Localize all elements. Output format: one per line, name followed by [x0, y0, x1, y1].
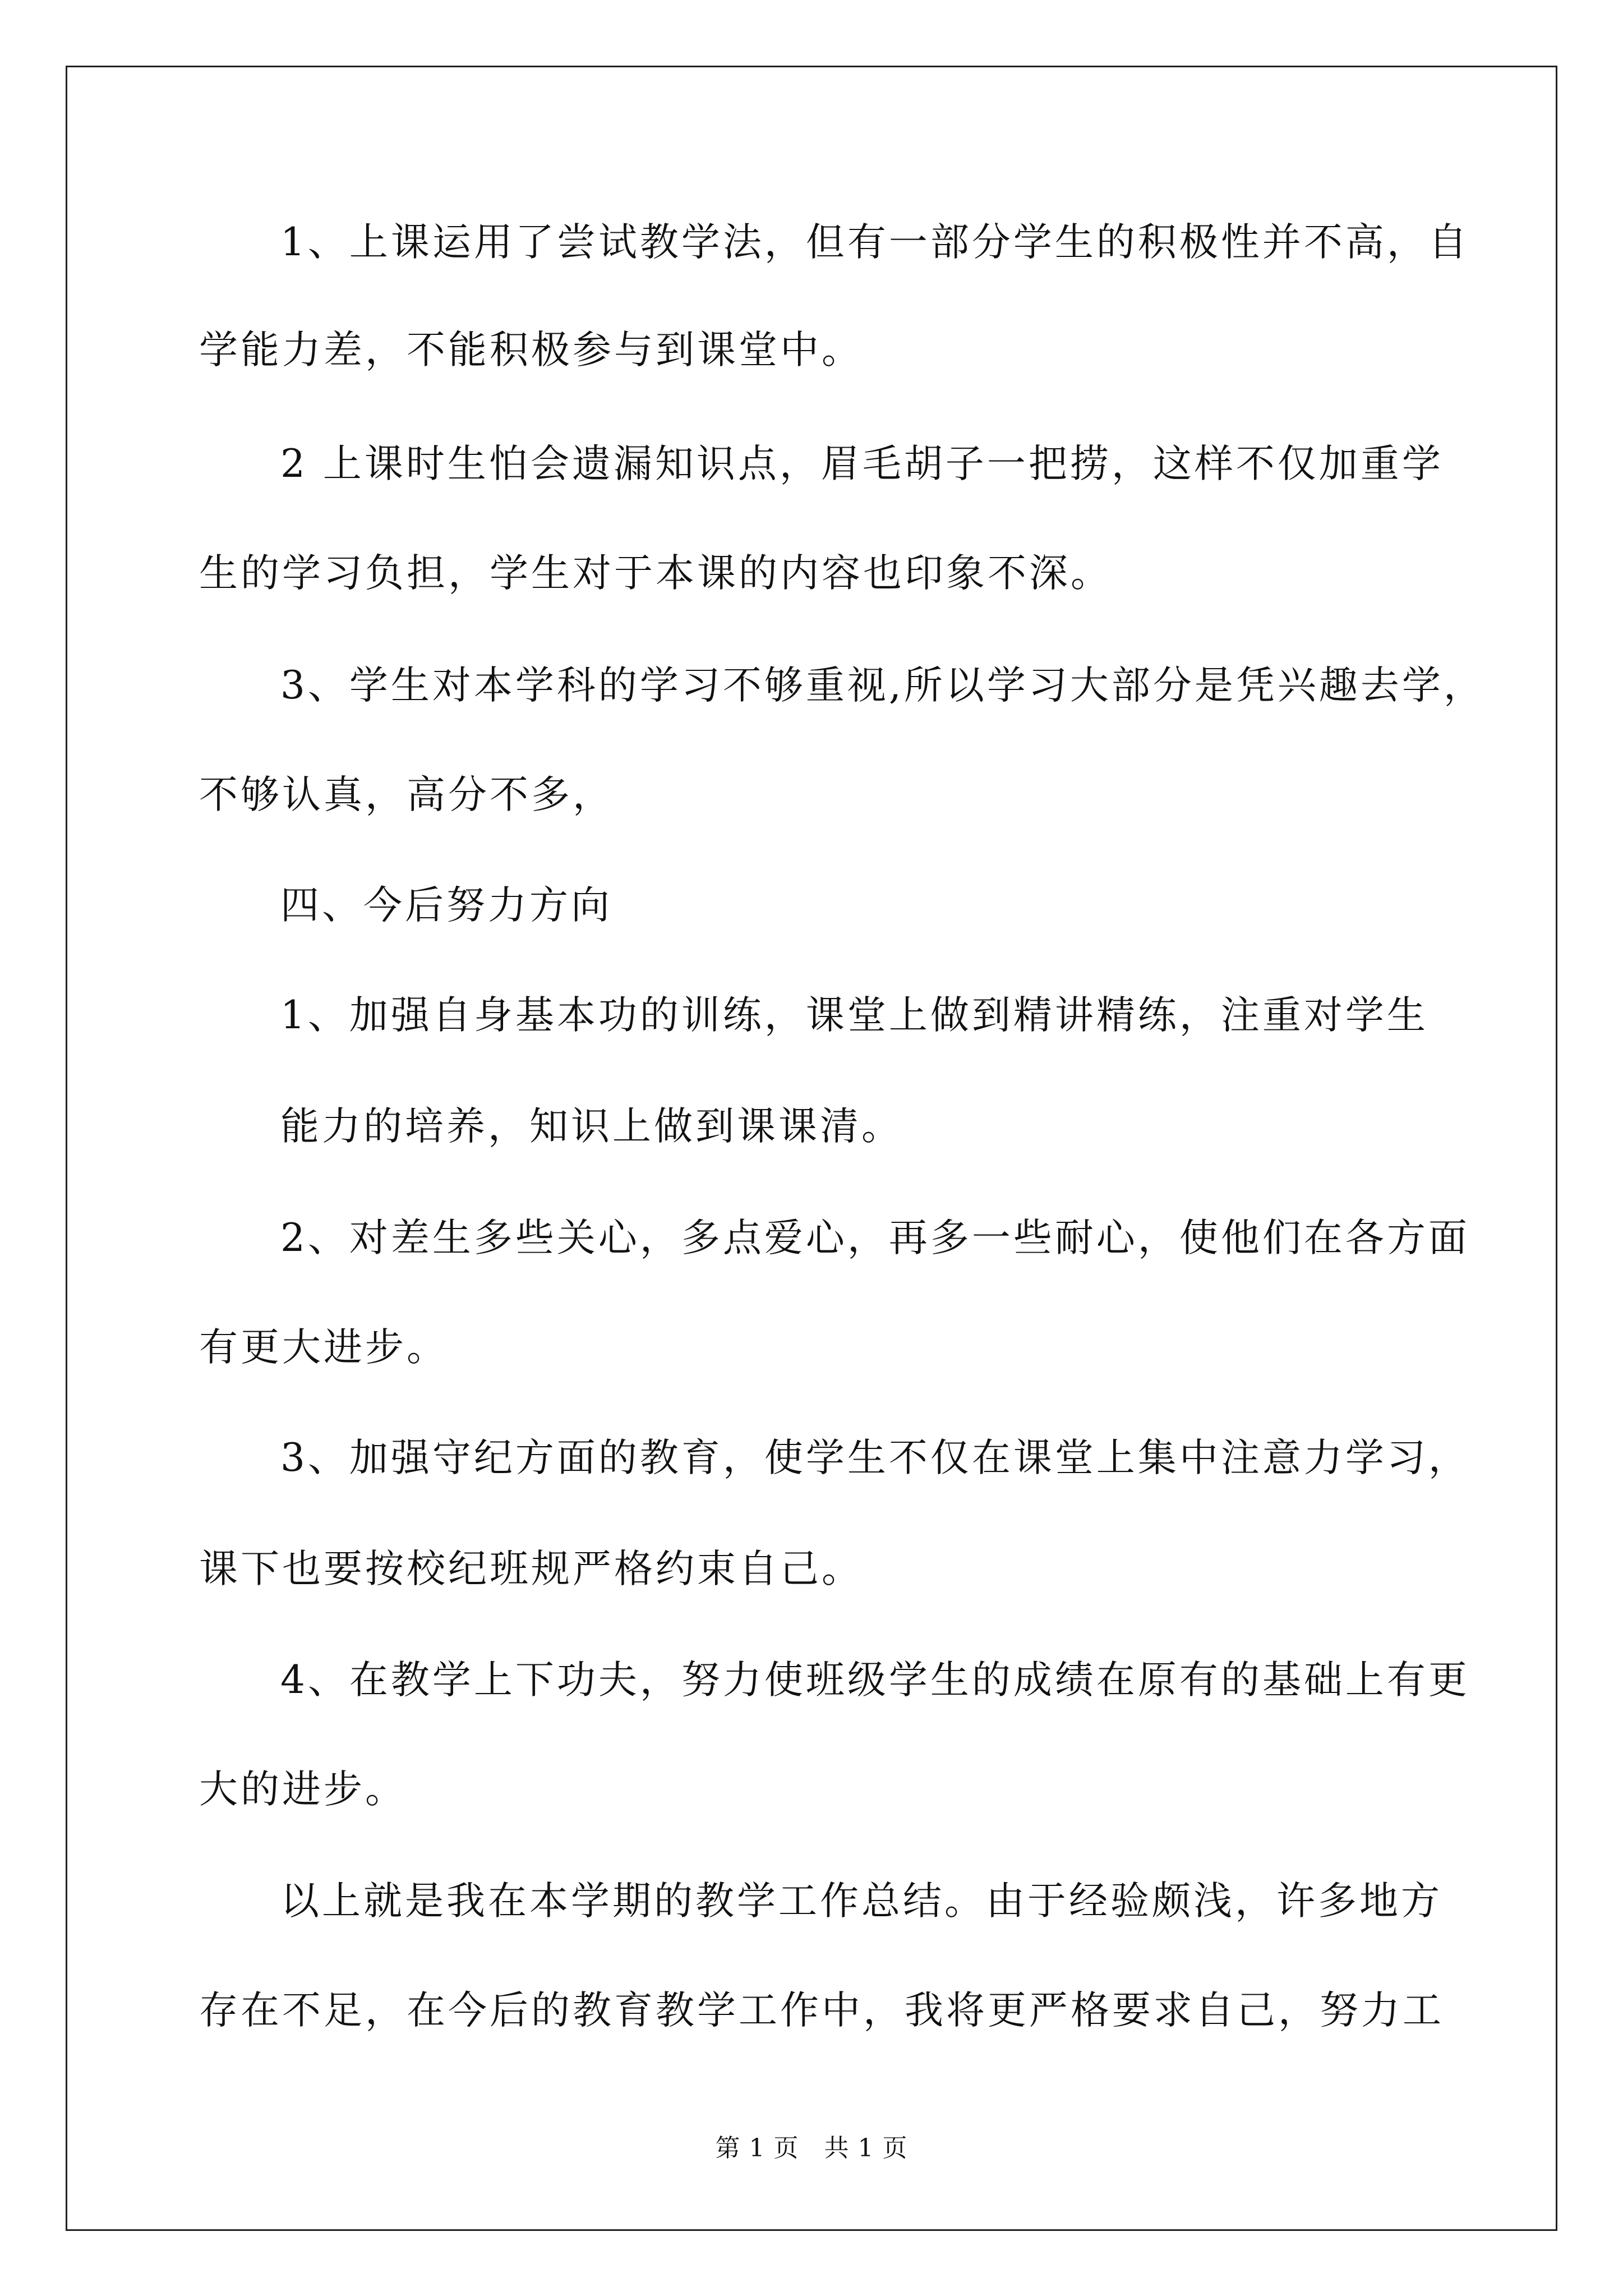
text-line: 课下也要按校纪班规严格约束自己。	[199, 1547, 863, 1591]
text-line: 2、对差生多些关心，多点爱心，再多一些耐心，使他们在各方面	[280, 1216, 1470, 1260]
text-line: 生的学习负担，学生对于本课的内容也印象不深。	[199, 551, 1112, 596]
page-number-footer: 第 1 页 共 1 页	[715, 2134, 908, 2162]
text-line: 3、加强守纪方面的教育，使学生不仅在课堂上集中注意力学习，	[280, 1435, 1470, 1480]
text-line: 大的进步。	[199, 1767, 407, 1812]
text-line: 1、加强自身基本功的训练，课堂上做到精讲精练，注重对学生	[280, 993, 1428, 1038]
text-line: 以上就是我在本学期的教学工作总结。由于经验颇浅，许多地方	[280, 1879, 1442, 1924]
text-line: 能力的培养，知识上做到课课清。	[280, 1104, 903, 1149]
text-line: 存在不足，在今后的教育教学工作中，我将更严格要求自己，努力工	[199, 1988, 1444, 2033]
section-heading: 四、今后努力方向	[280, 883, 612, 928]
text-line: 2 上课时生怕会遗漏知识点，眉毛胡子一把捞，这样不仅加重学	[280, 441, 1444, 486]
text-line: 4、在教学上下功夫，努力使班级学生的成绩在原有的基础上有更	[280, 1658, 1470, 1703]
text-line: 学能力差，不能积极参与到课堂中。	[199, 328, 863, 372]
text-line: 不够认真，高分不多，	[199, 772, 614, 817]
text-line: 3、学生对本学科的学习不够重视,所以学习大部分是凭兴趣去学，	[280, 663, 1485, 708]
text-line: 有更大进步。	[199, 1325, 448, 1370]
text-line: 1、上课运用了尝试教学法，但有一部分学生的积极性并不高，自	[280, 220, 1470, 265]
